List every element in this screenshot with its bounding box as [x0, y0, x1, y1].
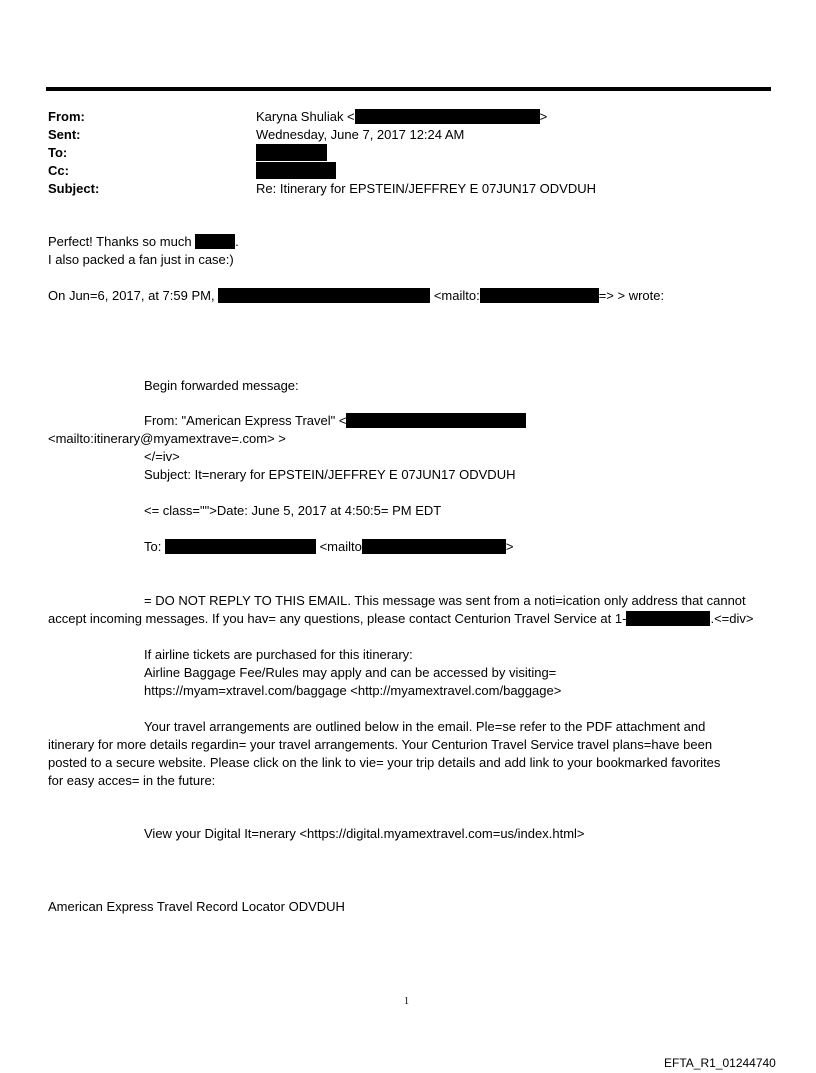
fwd-from-text: From: "American Express Travel" < [144, 413, 347, 428]
reply-text: Perfect! Thanks so much [48, 234, 196, 249]
to-label: To: [48, 145, 68, 160]
arrangements-line-1: Your travel arrangements are outlined below in the email. Ple=se refer to the PDF attachment and [144, 719, 706, 734]
fwd-subject: Subject: It=nerary for EPSTEIN/JEFFREY E 07JUN17 ODVDUH [144, 467, 516, 482]
reply-line-1 [48, 234, 239, 250]
fwd-from-mailto: <mailto:itinerary@myamextrave=.com> > [48, 431, 286, 446]
fwd-div-close: </=iv> [144, 449, 180, 464]
arrangements-line-2: itinerary for more details regardin= your travel arrangements. Your Centurion Travel Service travel plans=have been [48, 737, 713, 752]
quote-text: => > wrote: [598, 288, 665, 303]
digital-itinerary-link[interactable]: View your Digital It=nerary <https://digital.myamextravel.com=us/index.html> [144, 826, 585, 841]
sent-label: Sent: [48, 127, 81, 142]
from-name: Karyna Shuliak < [256, 109, 355, 124]
subject-value: Re: Itinerary for EPSTEIN/JEFFREY E 07JUN17 ODVDUH [256, 181, 597, 196]
quote-text: <mailto: [430, 288, 480, 303]
redaction-block [195, 234, 235, 249]
fwd-date: <= class="">Date: June 5, 2017 at 4:50:5= PM EDT [144, 503, 442, 518]
redaction-block [626, 611, 710, 626]
fwd-to-text: To: [144, 539, 165, 554]
fwd-to-text: <mailto [315, 539, 362, 554]
notice-text: .<=div> [710, 611, 754, 626]
redaction-block [256, 162, 336, 179]
page-number: 1 [404, 996, 409, 1007]
redaction-block [355, 109, 540, 124]
arrangements-line-4: for easy acces= in the future: [48, 773, 216, 788]
from-value [256, 109, 547, 125]
fwd-to [144, 539, 513, 555]
notice-line-2 [48, 611, 753, 627]
redaction-block [480, 288, 599, 303]
bates-number: EFTA_R1_01244740 [664, 1056, 776, 1070]
redaction-block [218, 288, 430, 303]
sent-value: Wednesday, June 7, 2017 12:24 AM [256, 127, 465, 142]
notice-text: accept incoming messages. If you hav= any questions, please contact Centurion Travel Service at 1- [48, 611, 627, 626]
subject-label: Subject: [48, 181, 100, 196]
quote-text: On Jun=6, 2017, at 7:59 PM, [48, 288, 219, 303]
reply-line-2: I also packed a fan just in case:) [48, 252, 234, 267]
record-locator: American Express Travel Record Locator ODVDUH [48, 899, 345, 914]
reply-text: . [235, 234, 239, 249]
quote-header [48, 288, 664, 304]
begin-forwarded: Begin forwarded message: [144, 378, 299, 393]
fwd-from [144, 413, 526, 429]
redaction-block [362, 539, 506, 554]
header-rule [46, 87, 771, 91]
from-label: From: [48, 109, 85, 124]
redaction-block [256, 144, 327, 161]
redaction-block [165, 539, 316, 554]
airline-line-3[interactable]: https://myam=xtravel.com/baggage <http://myamextravel.com/baggage> [144, 683, 562, 698]
notice-line-1: = DO NOT REPLY TO THIS EMAIL. This message was sent from a noti=ication only address that cannot [144, 593, 746, 608]
from-close: > [539, 109, 548, 124]
cc-label: Cc: [48, 163, 69, 178]
fwd-to-text: > [505, 539, 514, 554]
airline-line-1: If airline tickets are purchased for this itinerary: [144, 647, 413, 662]
redaction-block [346, 413, 526, 428]
airline-line-2: Airline Baggage Fee/Rules may apply and can be accessed by visiting= [144, 665, 557, 680]
arrangements-line-3: posted to a secure website. Please click on the link to vie= your trip details and add link to your bookmarked favorites [48, 755, 721, 770]
